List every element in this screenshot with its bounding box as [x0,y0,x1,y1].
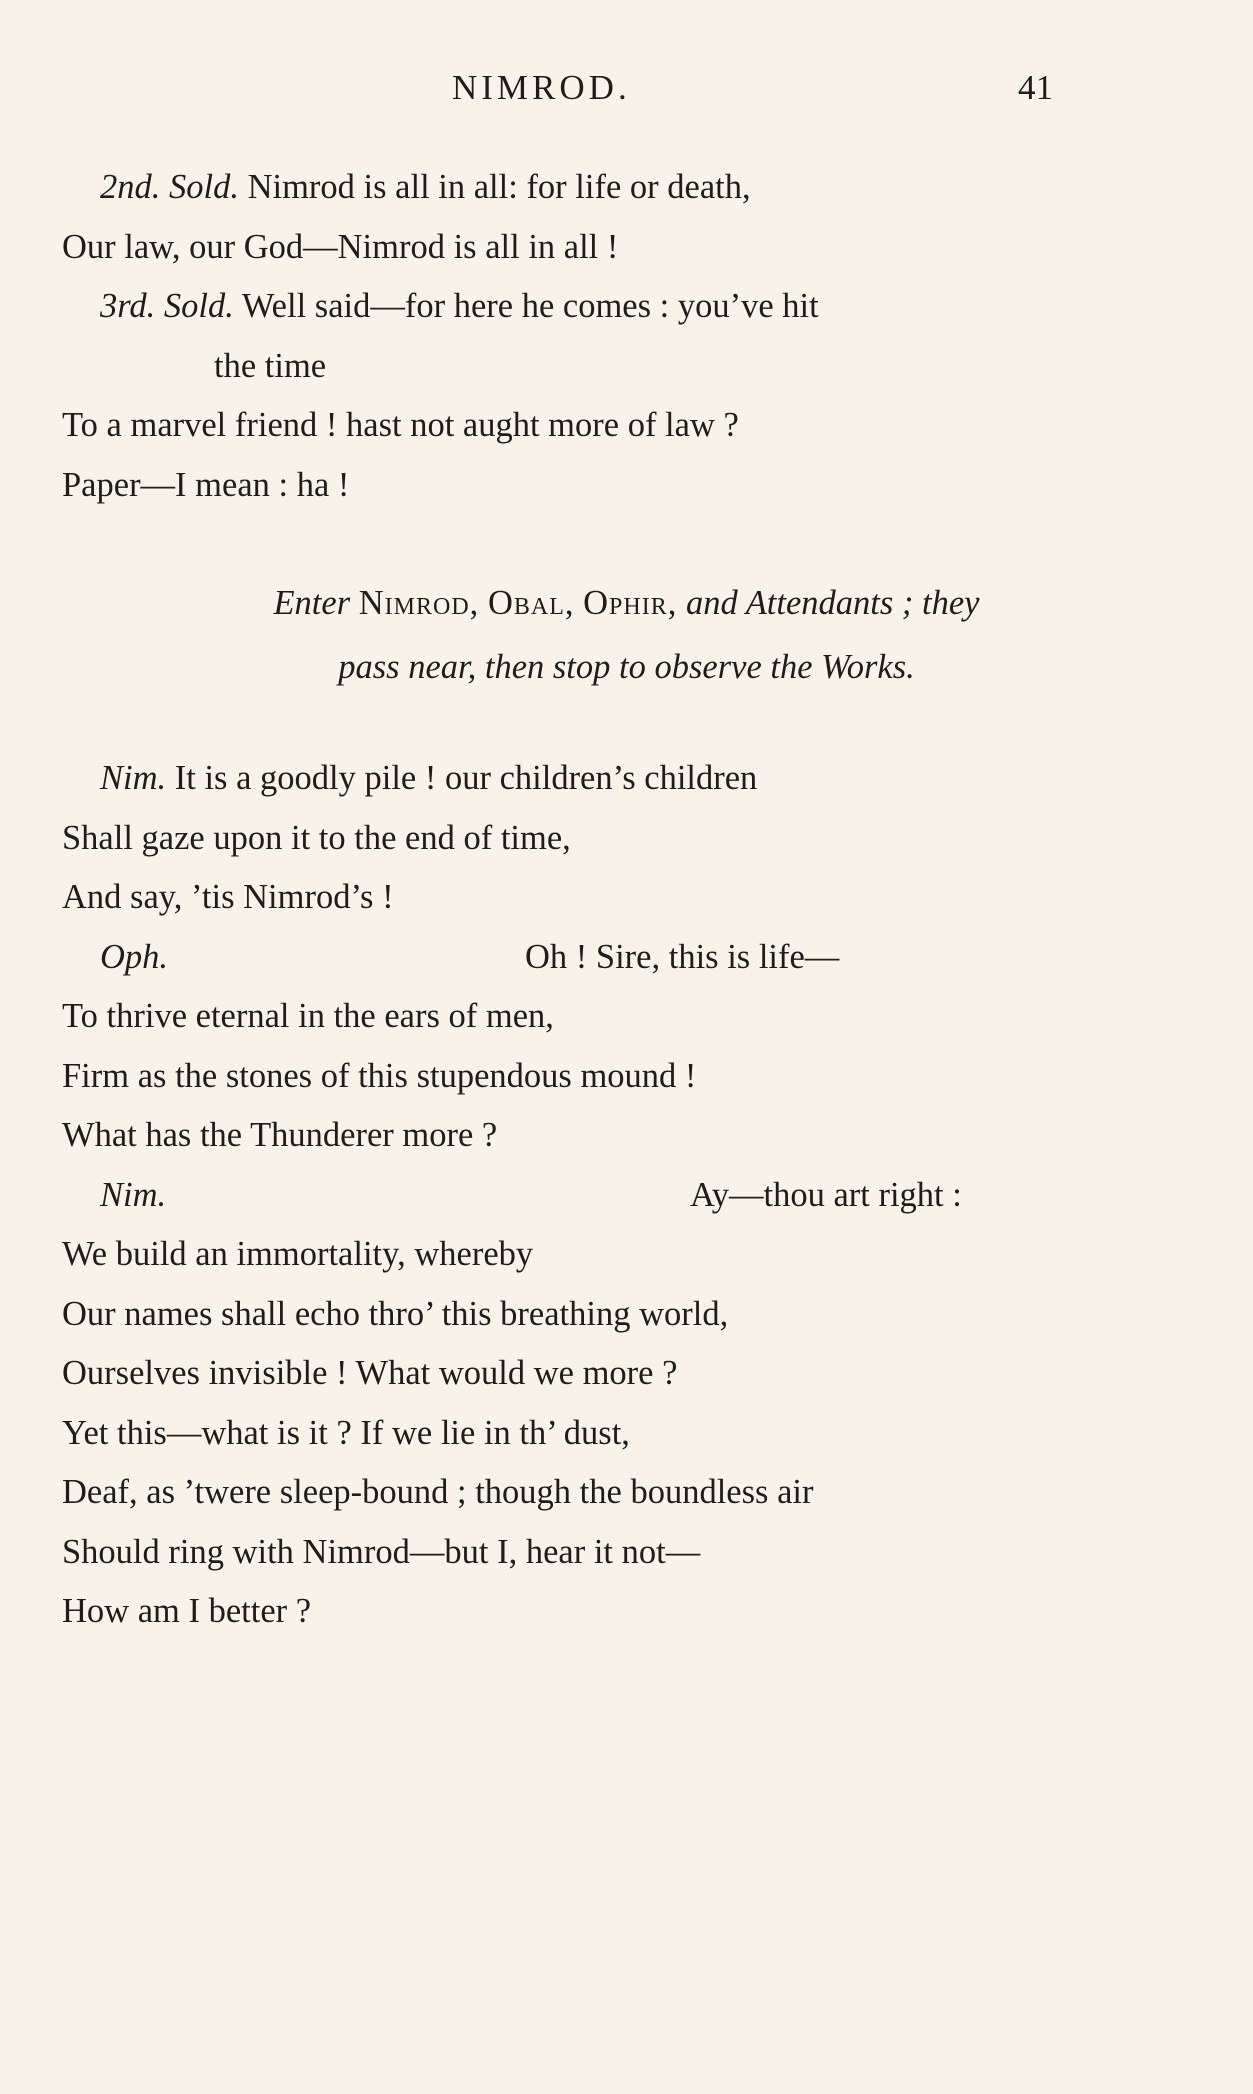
verse-line [0,158,1253,218]
character-ophir: Ophir, [583,584,678,622]
line-text: Our law, our God—Nimrod is all in all ! [62,227,619,266]
line-text: It is a goodly pile ! our children’s children [174,759,758,797]
line-text: What has the Thunderer more ? [62,1116,498,1154]
speaker-name: Nim. [100,759,167,797]
line-text: Ay—thou art right : [690,1175,962,1214]
verse-text [0,158,1253,1642]
line-text: Nimrod is all in all: for life or death, [247,168,751,206]
verse-line [0,1523,1253,1583]
line-text: Firm as the stones of this stupendous mound ! [62,1056,697,1095]
verse-line [0,1404,1253,1464]
spacer [0,515,1253,571]
speaker-name: 2nd. Sold. [100,168,239,206]
character-nimrod: Nimrod, [358,584,480,622]
verse-line [0,456,1253,516]
page-number: 41 [1018,68,1053,107]
page-header [0,68,1253,118]
line-text: Should ring with Nimrod—but I, hear it not— [62,1532,701,1571]
line-text: Well said—for here he comes : you’ve hit [241,287,819,325]
stage-direction-enter: Enter [273,584,351,622]
verse-line [0,1582,1253,1642]
spacer [0,699,1253,749]
verse-line [0,1344,1253,1404]
verse-line [0,1463,1253,1523]
verse-line [0,868,1253,928]
verse-line-continuation [0,337,1253,397]
line-text: How am I better ? [62,1592,312,1630]
line-text: Ourselves invisible ! What would we more ? [62,1354,678,1392]
verse-line [0,1166,1253,1226]
speaker-name: 3rd. Sold. [100,287,234,325]
stage-direction-text: and Attendants ; they [685,584,980,622]
line-text: Our names shall echo thro’ this breathing world, [62,1294,729,1333]
character-obal: Obal, [487,584,575,622]
line-text: To a marvel friend ! hast not aught more of law ? [62,406,739,444]
stage-direction-line [0,571,1253,635]
verse-line [0,277,1253,337]
line-text: Yet this—what is it ? If we lie in th’ dust, [62,1413,630,1452]
line-text: Oh ! Sire, this is life— [525,937,840,976]
running-title: NIMROD. [452,68,631,107]
verse-line [0,1047,1253,1107]
line-text: To thrive eternal in the ears of men, [62,997,554,1035]
verse-line [0,987,1253,1047]
line-text: the time [214,346,327,385]
verse-line [0,749,1253,809]
verse-line [0,1285,1253,1345]
verse-line [0,396,1253,456]
line-text: We build an immortality, whereby [62,1235,534,1273]
verse-line [0,1225,1253,1285]
line-text: Paper—I mean : ha ! [62,465,350,504]
line-text: Deaf, as ’twere sleep-bound ; though the boundless air [62,1473,814,1511]
line-text: Shall gaze upon it to the end of time, [62,818,571,857]
speaker-name: Nim. [100,1175,167,1214]
stage-direction-text: pass near, then stop to observe the Works. [338,648,915,686]
verse-line [0,1106,1253,1166]
stage-direction-line [0,635,1253,699]
verse-line [0,928,1253,988]
line-text: And say, ’tis Nimrod’s ! [62,878,394,916]
speaker-name: Oph. [100,937,169,976]
verse-line [0,218,1253,278]
verse-line [0,809,1253,869]
